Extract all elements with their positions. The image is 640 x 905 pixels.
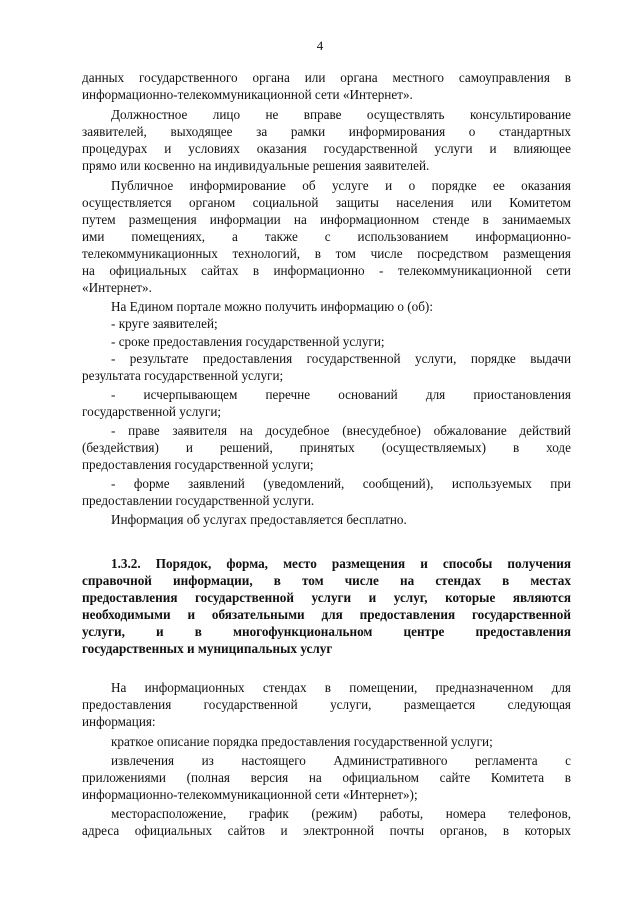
list-item: - форме заявлений (уведомлений, сообщений), используемых при: [111, 476, 571, 491]
section-heading: 1.3.2. Порядок, форма, место размещения и способы получения: [111, 556, 571, 571]
section-heading: необходимыми и обязательными для предоставления государственной: [82, 607, 571, 622]
text-line: (бездействия) и решений, принятых (осуществляемых) в ходе: [82, 440, 571, 455]
page-number: 4: [316, 38, 324, 53]
list-item: - сроке предоставления государственной услуги;: [111, 334, 385, 349]
text-line: путем размещения информации на информационном стенде в занимаемых: [82, 212, 571, 227]
text-line: На Едином портале можно получить информацию о (об):: [111, 299, 433, 314]
list-item: - исчерпывающем перечне оснований для приостановления: [111, 387, 571, 402]
text-line: предоставлении государственной услуги.: [82, 493, 315, 508]
text-line: процедурах и условиях оказания государственной услуги и влияющее: [82, 141, 571, 156]
text-line: осуществляется органом социальной защиты населения или Комитетом: [82, 195, 571, 210]
text-line: телекоммуникационных технологий, в том числе посредством размещения: [82, 246, 571, 261]
text-line: прямо или косвенно на индивидуальные решения заявителей.: [82, 158, 430, 173]
text-line: государственной услуги;: [82, 404, 222, 419]
text-line: информация:: [82, 714, 156, 729]
text-line: предоставления государственной услуги, размещается следующая: [82, 697, 571, 712]
text-line: на официальных сайтах в информационно - телекоммуникационной сети: [82, 263, 571, 278]
text-line: Должностное лицо не вправе осуществлять консультирование: [111, 107, 571, 122]
text-line: ими помещениях, а также с использованием информационно-: [82, 229, 571, 244]
text-line: краткое описание порядка предоставления государственной услуги;: [111, 734, 493, 749]
section-heading: предоставления государственной услуги и услуг, которые являются: [82, 590, 571, 605]
text-line: «Интернет».: [82, 280, 152, 295]
text-line: данных государственного органа или органа местного самоуправления в: [82, 70, 571, 85]
text-line: предоставления государственной услуги;: [82, 457, 314, 472]
section-heading: услуги, и в многофункциональном центре предоставления: [82, 624, 571, 639]
text-line: На информационных стендах в помещении, предназначенном для: [111, 680, 571, 695]
text-line: приложениями (полная версия на официальном сайте Комитета в: [82, 770, 571, 785]
list-item: - праве заявителя на досудебное (внесудебное) обжалование действий: [111, 423, 571, 438]
text-line: Публичное информирование об услуге и о порядке ее оказания: [111, 178, 571, 193]
list-item: - круге заявителей;: [111, 316, 218, 331]
text-line: результата государственной услуги;: [82, 368, 284, 383]
section-heading: государственных и муниципальных услуг: [82, 641, 333, 656]
text-line: заявителей, выходящее за рамки информирования о стандартных: [82, 124, 571, 139]
text-line: Информация об услугах предоставляется бесплатно.: [111, 512, 407, 527]
text-line: информационно-телекоммуникационной сети «Интернет»);: [82, 787, 418, 802]
text-line: информационно-телекоммуникационной сети «Интернет».: [82, 87, 413, 102]
list-item: - результате предоставления государственной услуги, порядке выдачи: [111, 351, 571, 366]
text-line: месторасположение, график (режим) работы, номера телефонов,: [111, 806, 571, 821]
section-heading: справочной информации, в том числе на стендах в местах: [82, 573, 571, 588]
text-line: извлечения из настоящего Административного регламента с: [111, 753, 571, 768]
text-line: адреса официальных сайтов и электронной почты органов, в которых: [82, 823, 571, 838]
